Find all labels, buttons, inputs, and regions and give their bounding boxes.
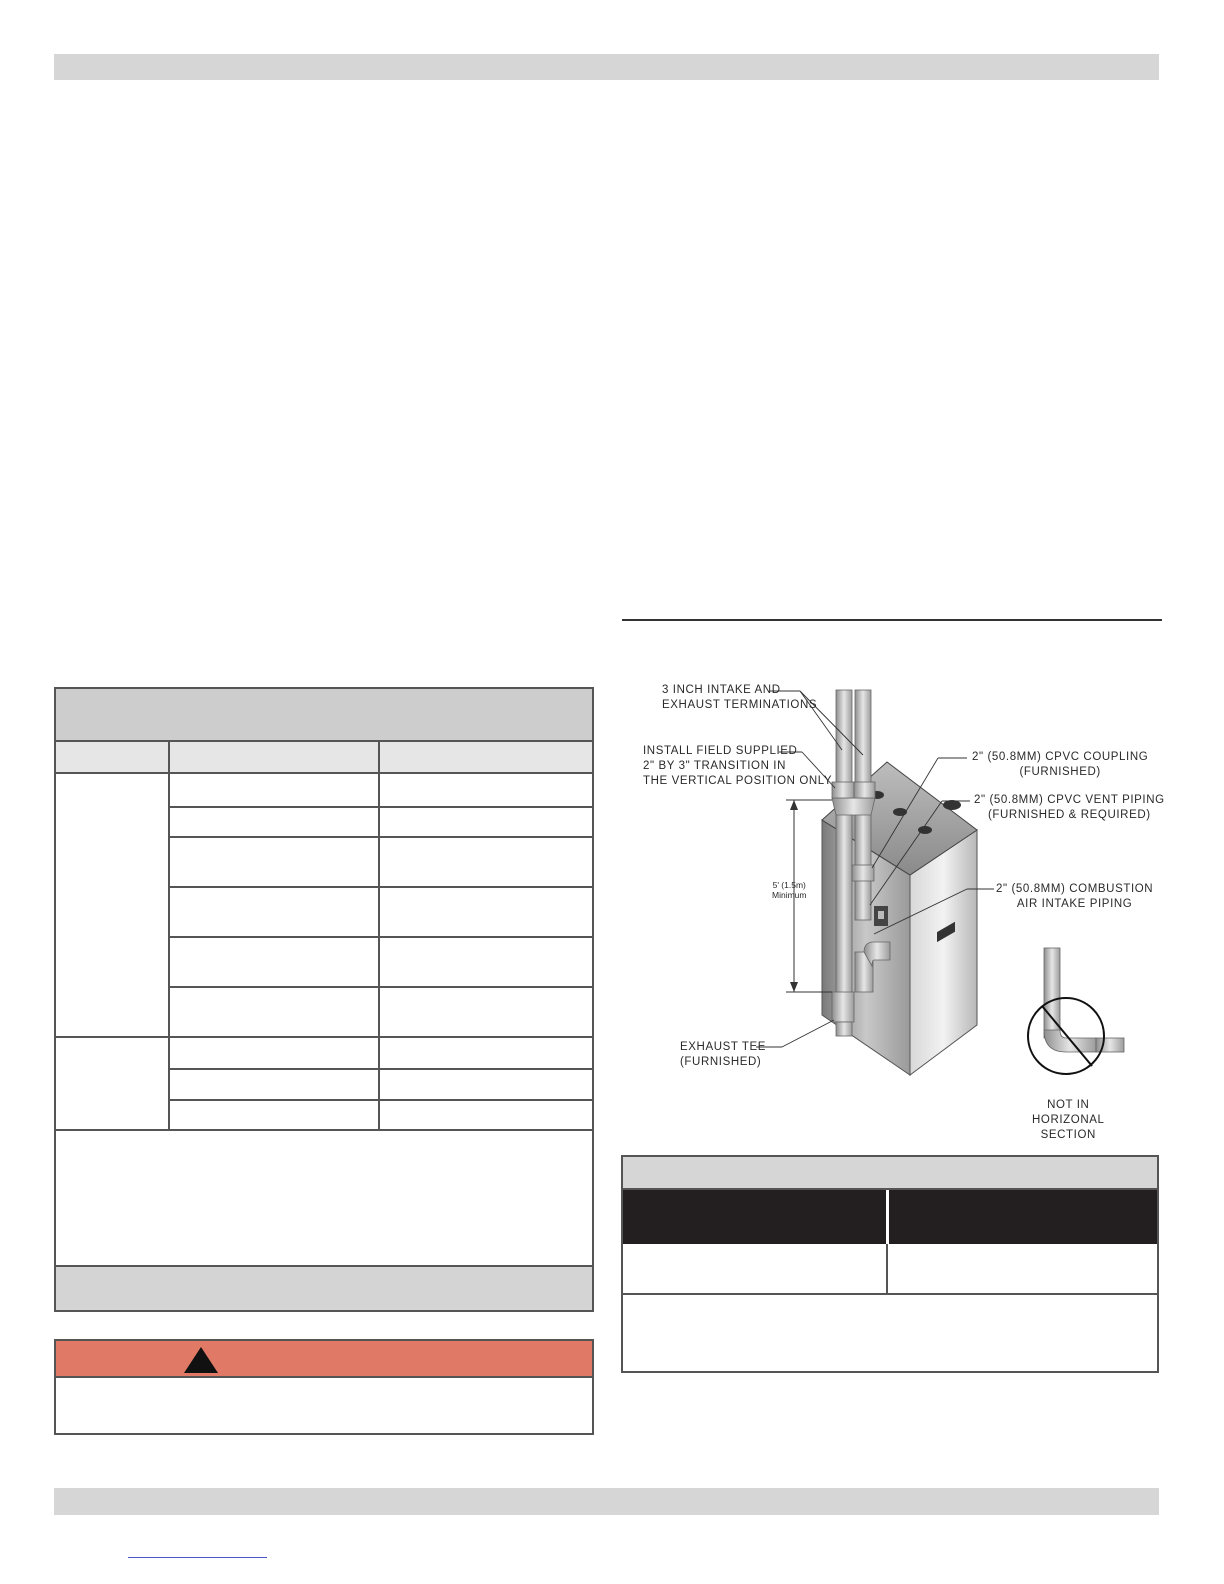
row-divider	[170, 836, 592, 838]
top-header-band	[54, 54, 1159, 80]
row-divider	[170, 886, 592, 888]
footer-link-underline[interactable]	[128, 1557, 267, 1558]
row-divider	[170, 936, 592, 938]
warning-box	[54, 1339, 594, 1435]
vent-table-title	[56, 689, 592, 742]
warning-triangle-icon	[183, 1346, 219, 1374]
label-exhaust-tee: EXHAUST TEE (FURNISHED)	[680, 1041, 767, 1068]
group-divider	[56, 1036, 592, 1038]
row-divider	[170, 1099, 592, 1101]
row-divider	[170, 806, 592, 808]
row-divider	[623, 1293, 1157, 1295]
column-divider	[886, 1244, 888, 1295]
vent-table-footer	[56, 1265, 592, 1310]
vent-table	[54, 687, 594, 1312]
section-rule	[622, 619, 1162, 621]
notes-divider	[56, 1129, 592, 1131]
bottom-footer-band	[54, 1488, 1159, 1515]
row-divider	[170, 986, 592, 988]
row-divider	[170, 1068, 592, 1070]
right-table	[621, 1155, 1159, 1373]
vent-installation-figure	[622, 670, 1165, 1150]
label-vent-piping: 2" (50.8MM) CPVC VENT PIPING (FURNISHED & REQUIRED)	[974, 794, 1165, 821]
vent-table-column-headers	[56, 742, 592, 774]
right-table-column-headers	[623, 1190, 1157, 1244]
label-intake-exhaust: 3 INCH INTAKE AND EXHAUST TERMINATIONS	[662, 684, 818, 711]
label-coupling: 2" (50.8MM) CPVC COUPLING (FURNISHED)	[972, 751, 1149, 778]
label-combustion-air: 2" (50.8MM) COMBUSTION AIR INTAKE PIPING	[996, 883, 1154, 910]
label-transition: INSTALL FIELD SUPPLIED 2" BY 3" TRANSITION IN THE VERTICAL POSITION ONLY	[643, 745, 833, 787]
label-min-distance: 5' (1.5m) Minimum	[772, 880, 807, 900]
column-divider	[886, 1190, 889, 1244]
warning-header	[56, 1341, 592, 1378]
right-table-title	[623, 1157, 1157, 1190]
label-not-horizontal: NOT IN HORIZONAL SECTION	[1032, 1099, 1105, 1141]
